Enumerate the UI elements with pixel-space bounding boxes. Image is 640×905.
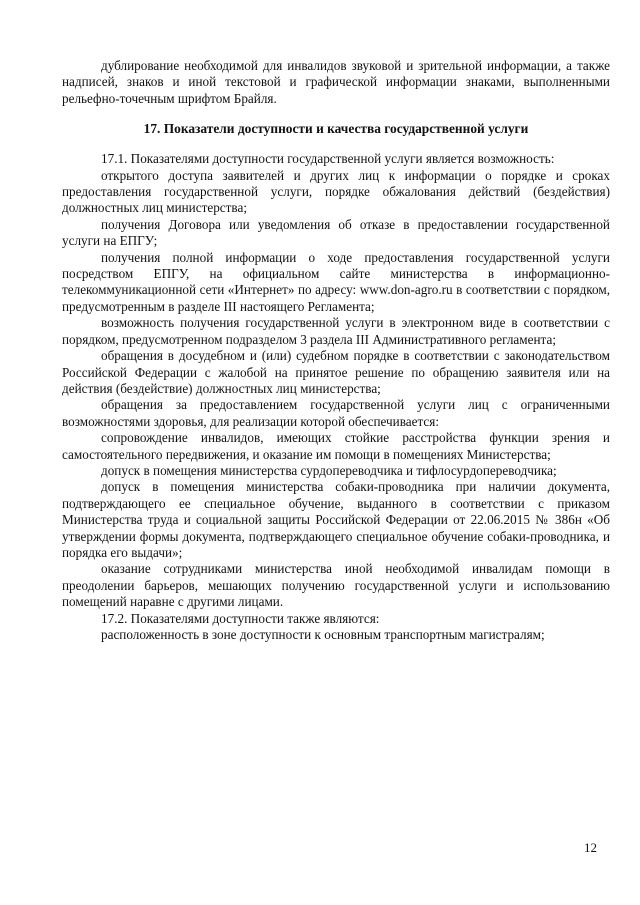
paragraph-17-1: 17.1. Показателями доступности государственной услуги является возможность:	[101, 151, 555, 167]
paragraph-17-2: 17.2. Показателями доступности также являются:	[101, 610, 380, 626]
paragraph-interpreter: допуск в помещения министерства сурдопереводчика и тифлосурдопереводчика;	[101, 462, 557, 478]
paragraph-appeal: обращения в досудебном и (или) судебном порядке в соответствии с законодательством Российской Федерации с жалобой на принятое решение по обращению заявителя или на действия (бездействие) должностных лиц министерства;	[62, 348, 610, 396]
paragraph-open-access: открытого доступа заявителей и других лиц к информации о порядке и сроках предоставления государственной услуги, порядке обжалования действий (бездействия) должностных лиц министерства;	[62, 167, 610, 216]
paragraph-electronic: возможность получения государственной услуги в электронном виде в соответствии с порядком, предусмотренном подразделом 3 раздела III Административного регламента;	[62, 315, 610, 347]
section-title: 17. Показатели доступности и качества государственной услуги	[143, 121, 529, 137]
paragraph-staff-help: оказание сотрудниками министерства иной необходимой инвалидам помощи в преодолении барьеров, мешающих получению государственной услуги и использованию помещений наравне с другими лицами.	[62, 561, 610, 610]
paragraph-full-info: получения полной информации о ходе предоставления государственной услуги посредством ЕПГУ, на официальном сайте министерства в информационно-телекоммуникационной сети «Интернет» по адресу: www.don-agro.ru в соответствии с порядком, предусмотренным в разделе III настоящего Регламента;	[62, 249, 610, 314]
document-page	[62, 58, 610, 643]
paragraph-braille: дублирование необходимой для инвалидов звуковой и зрительной информации, а также надписей, знаков и иной текстовой и графической информации знаками, выполненными рельефно-точечным шрифтом Брайля.	[62, 58, 610, 106]
page-number: 12	[584, 840, 597, 855]
paragraph-contract: получения Договора или уведомления об отказе в предоставлении государственной услуги на ЕПГУ;	[62, 216, 610, 249]
paragraph-transport: расположенность в зоне доступности к основным транспортным магистралям;	[101, 627, 545, 642]
paragraph-disabled-access: обращения за предоставлением государственной услуги лиц с ограниченными возможностями здоровья, для реализации которой обеспечивается:	[62, 397, 610, 429]
paragraph-guide-dog: допуск в помещения министерства собаки-проводника при наличии документа, подтверждающего ее специальное обучение, выданного в соответствии с приказом Министерства труда и социальной защиты Российской Федерации от 22.06.2015 № 386н «Об утверждении формы документа, подтверждающего специальное обучение собаки-проводника, и порядка его выдачи»;	[62, 479, 610, 560]
paragraph-escort: сопровождение инвалидов, имеющих стойкие расстройства функции зрения и самостоятельного передвижения, и оказание им помощи в помещениях Министерства;	[62, 430, 610, 462]
